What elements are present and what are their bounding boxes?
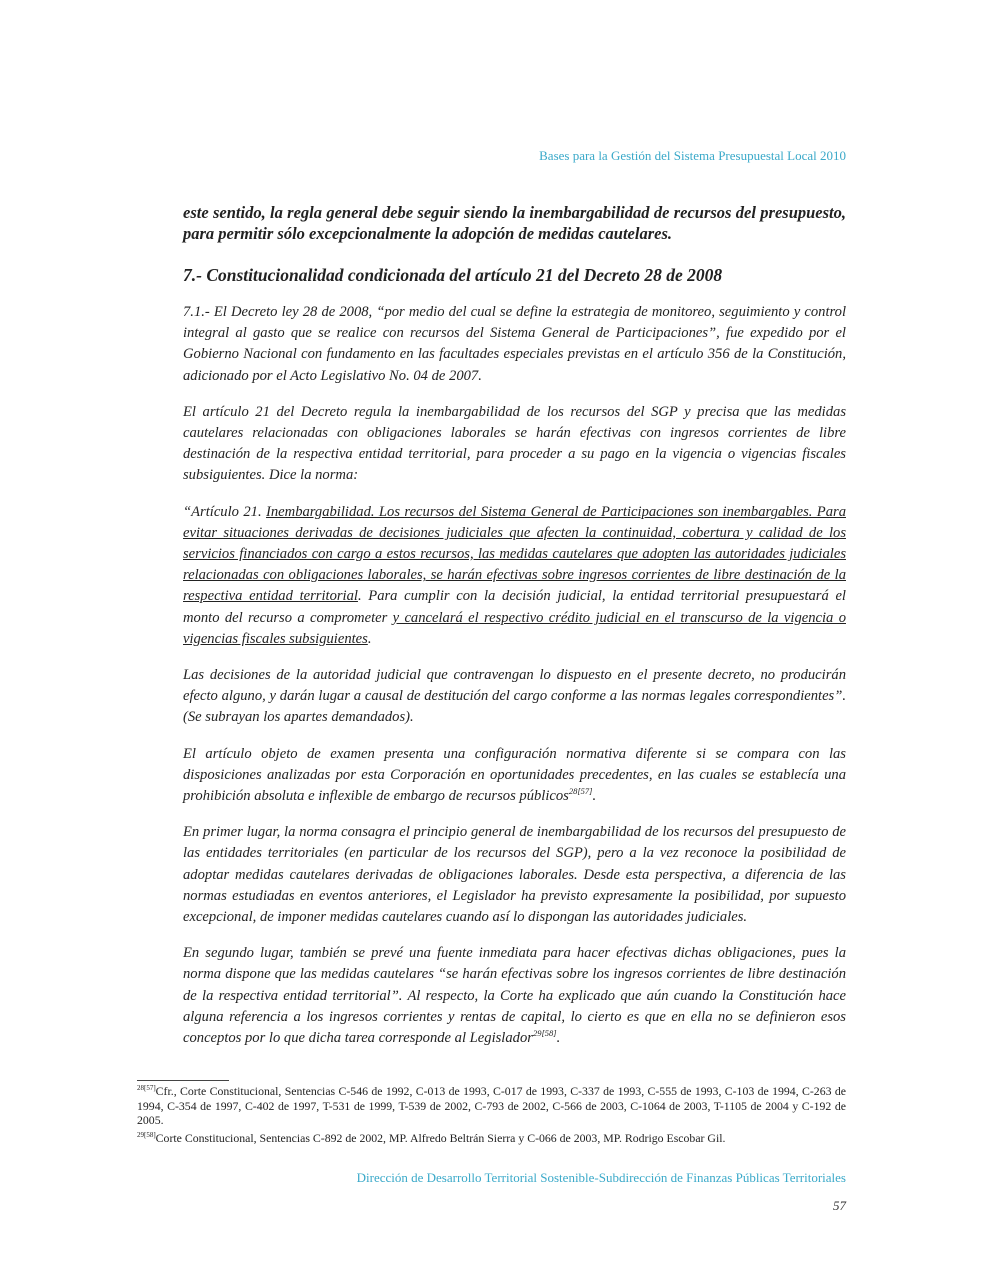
paragraph-examination-text: El artículo objeto de examen presenta una configuración normativa diferente si se compara con las disposiciones analizadas por esta Corporación en oportunidades precedentes, en las cuales se establecía una prohibición absoluta e inflexible de embargo de recursos públicos	[183, 745, 846, 805]
paragraph-7-1: 7.1.- El Decreto ley 28 de 2008, “por medio del cual se define la estrategia de monitoreo, seguimiento y control integral al gasto que se realice con recursos del Sistema General de Participaciones”, fue expedido por el Gobierno Nacional con fundamento en las facultades especiales previstas en el artículo 356 de la Constitución, adicionado por el Acto Legislativo No. 04 de 2007.	[183, 304, 846, 384]
footnote-ref-28[interactable]: 28[57]	[568, 786, 593, 797]
paragraph-second-place	[183, 943, 846, 1049]
quote-middle: . Para cumplir con la decisión judicial, la entidad territorial presupuestará el monto del recurso a comprometer	[183, 588, 846, 626]
footnote-28	[137, 1084, 846, 1128]
section-heading: 7.- Constitucionalidad condicionada del artículo 21 del Decreto 28 de 2008	[183, 265, 723, 285]
underlined-passage-2: y cancelará el respectivo crédito judicial en el transcurso de la vigencia o vigencias fiscales subsiguientes	[183, 609, 846, 647]
footnote-28-marker: 28[57]	[137, 1084, 156, 1093]
page-number: 57	[833, 1198, 846, 1213]
quote-intro: “Artículo 21.	[183, 503, 267, 520]
paragraph-second-place-text: En segundo lugar, también se prevé una fuente inmediata para hacer efectivas dichas obligaciones, pues la norma dispone que las medidas cautelares “se harán efectivas sobre los ingresos corrientes de libre destinación de la respectiva entidad territorial”. Al respecto, la Corte ha explicado que aún cuando la Constitución hace alguna referencia a los ingresos corrientes y rentas de capital, lo cierto es que en ella no se definieron esos conceptos por lo que dicha tarea corresponde al Legislador	[183, 945, 846, 1047]
footnote-29	[137, 1131, 846, 1146]
footnote-ref-29[interactable]: 29[58]	[532, 1028, 557, 1039]
paragraph-second-place-end: .	[556, 1030, 561, 1047]
footnote-29-marker: 29[58]	[137, 1130, 156, 1139]
quote-end: .	[367, 630, 372, 647]
paragraph-first-place: En primer lugar, la norma consagra el principio general de inembargabilidad de los recursos del presupuesto de las entidades territoriales (en particular de los recursos del SGP), pero a la vez reconoce la posibilidad de adoptar medidas cautelares derivadas de obligaciones laborales. Desde esta perspectiva, a diferencia de las normas estudiadas en eventos anteriores, el Legislador ha previsto expresamente la posibilidad, por supuesto excepcional, de imponer medidas cautelares cuando así lo dispongan las autoridades judiciales.	[183, 824, 846, 926]
running-footer: Dirección de Desarrollo Territorial Sostenible-Subdirección de Finanzas Públicas Territoriales	[356, 1170, 846, 1185]
lead-paragraph: este sentido, la regla general debe seguir siendo la inembargabilidad de recursos del presupuesto, para permitir sólo excepcionalmente la adopción de medidas cautelares.	[183, 203, 846, 243]
footnotes	[137, 1084, 846, 1148]
page-body	[183, 202, 846, 1049]
footnote-29-text: Corte Constitucional, Sentencias C-892 de 2002, MP. Alfredo Beltrán Sierra y C-066 de 2003, MP. Rodrigo Escobar Gil.	[155, 1130, 726, 1145]
paragraph-article-21-summary: El artículo 21 del Decreto regula la inembargabilidad de los recursos del SGP y precisa que las medidas cautelares relacionadas con obligaciones laborales se harán efectivas con ingresos corrientes de libre destinación de la respectiva entidad territorial, para proceder a su pago en la vigencia o vigencias fiscales subsiguientes. Dice la norma:	[183, 403, 846, 484]
running-header: Bases para la Gestión del Sistema Presupuestal Local 2010	[539, 148, 846, 163]
footnote-divider	[137, 1080, 229, 1081]
footnote-28-text: Cfr., Corte Constitucional, Sentencias C-546 de 1992, C-013 de 1993, C-017 de 1993, C-337 de 1993, C-555 de 1993, C-103 de 1994, C-263 de 1994, C-354 de 1997, C-402 de 1997, T-531 de 1999, T-539 de 2002, C-793 de 2002, C-566 de 2003, C-1064 de 2003, T-1105 de 2004 y C-192 de 2005.	[137, 1084, 846, 1127]
paragraph-decisions: Las decisiones de la autoridad judicial que contravengan lo dispuesto en el presente decreto, no producirán efecto alguno, y darán lugar a causal de destitución del cargo conforme a las normas legales correspondientes”. (Se subrayan los apartes demandados).	[183, 667, 846, 726]
paragraph-examination-end: .	[592, 788, 597, 805]
quoted-article-21	[183, 502, 846, 650]
underlined-passage-1: Inembargabilidad. Los recursos del Sistema General de Participaciones son inembargables. Para evitar situaciones derivadas de decisiones judiciales que afecten la continuidad, cobertura y calidad de los servicios financiados con cargo a estos recursos, las medidas cautelares que adopten las autoridades judiciales relacionadas con obligaciones laborales, se harán efectivas sobre ingresos corrientes de libre destinación de la respectiva entidad territorial	[183, 503, 846, 605]
paragraph-examination	[183, 744, 846, 808]
